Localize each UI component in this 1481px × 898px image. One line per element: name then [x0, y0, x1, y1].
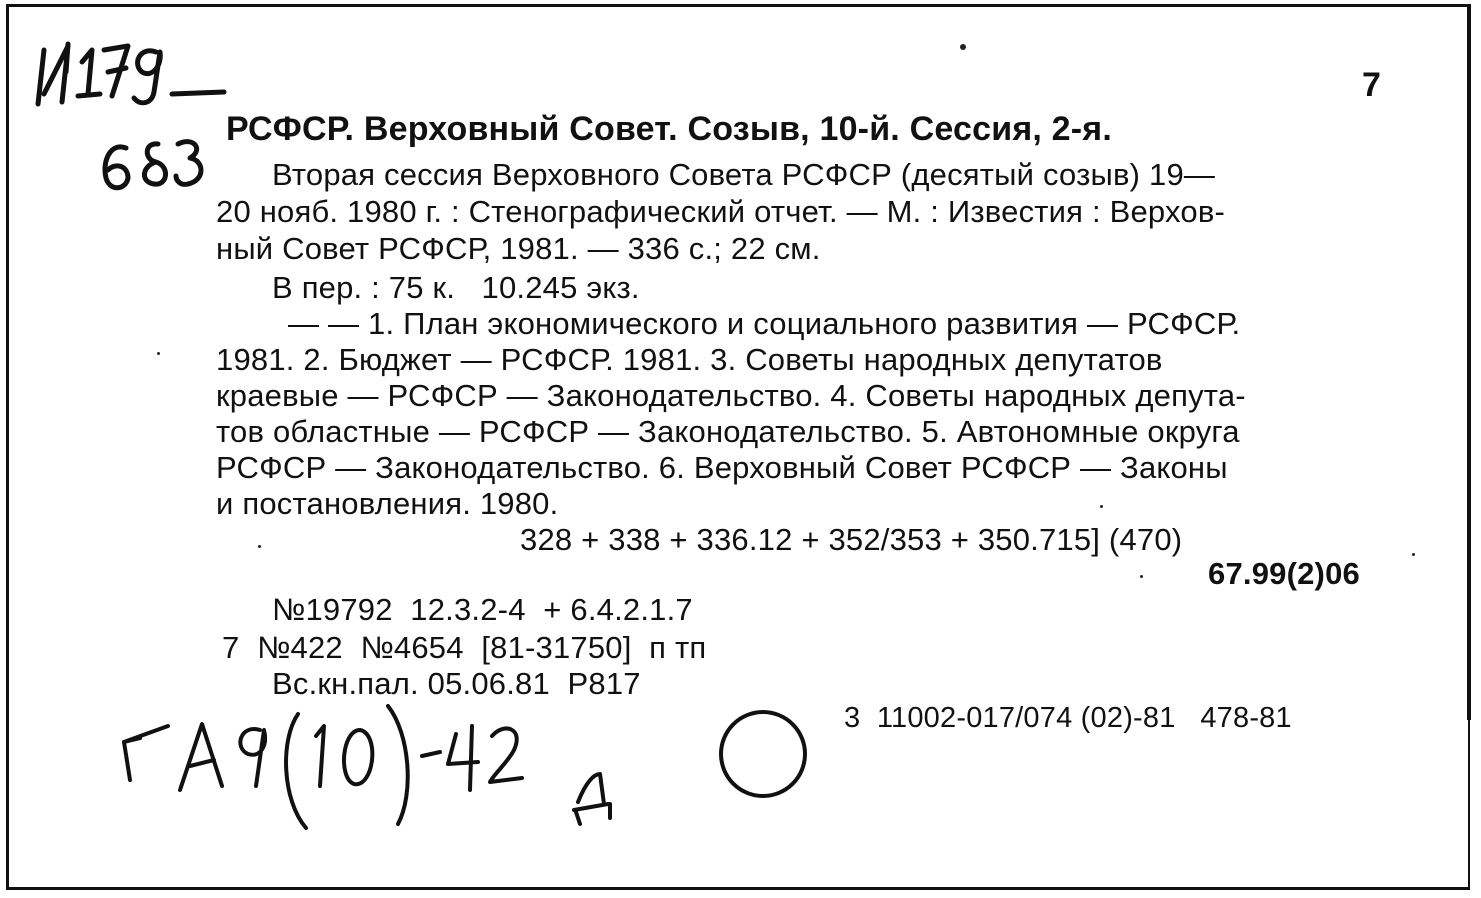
record-line: №19792 12.3.2-4 + 6.4.2.1.7: [272, 592, 693, 627]
card-number: 7: [1362, 66, 1381, 104]
speck: [1100, 505, 1103, 508]
handwritten-code-top-left: [28, 32, 238, 212]
description-line-1: Вторая сессия Верховного Совета РСФСР (десятый созыв) 19—: [272, 157, 1216, 192]
subject-line-2: 1981. 2. Бюджет — РСФСР. 1981. 3. Советы народных депутатов: [216, 342, 1163, 377]
price-line: В пер. : 75 к. 10.245 экз.: [272, 270, 640, 305]
subject-line-6: и постановления. 1980.: [216, 486, 559, 521]
subject-line-4: тов областные — РСФСР — Законодательство. 5. Автономные округа: [216, 414, 1240, 449]
speck: [960, 44, 966, 50]
classification-line: 328 + 338 + 336.12 + 352/353 + 350.715] (470): [520, 522, 1183, 557]
order-line: 7 №422 №4654 [81-31750] п тп: [222, 630, 707, 665]
subject-line-1: — — 1. План экономического и социального развития — РСФСР.: [288, 306, 1241, 341]
speck: [157, 352, 160, 355]
speck: [1140, 575, 1143, 578]
print-line: Вс.кн.пал. 05.06.81 Р817: [272, 666, 641, 701]
speck: [258, 545, 261, 548]
card-heading: РСФСР. Верховный Совет. Созыв, 10-й. Сессия, 2-я.: [226, 110, 1112, 148]
description-line-2: 20 нояб. 1980 г. : Стенографический отчет. — М. : Известия : Верхов-: [216, 194, 1226, 229]
subject-line-5: РСФСР — Законодательство. 6. Верховный Совет РСФСР — Законы: [216, 450, 1228, 485]
bbk-index: 67.99(2)06: [1208, 556, 1360, 591]
speck: [1412, 553, 1415, 556]
punch-hole: [716, 706, 812, 802]
handwritten-shelfmark: [110, 690, 670, 840]
subject-line-3: краевые — РСФСР — Законодательство. 4. Советы народных депута-: [216, 378, 1246, 413]
description-line-3: ный Совет РСФСР, 1981. — 336 с.; 22 см.: [216, 231, 821, 266]
catalog-code: 3 11002-017/074 (02)-81 478-81: [844, 702, 1292, 734]
